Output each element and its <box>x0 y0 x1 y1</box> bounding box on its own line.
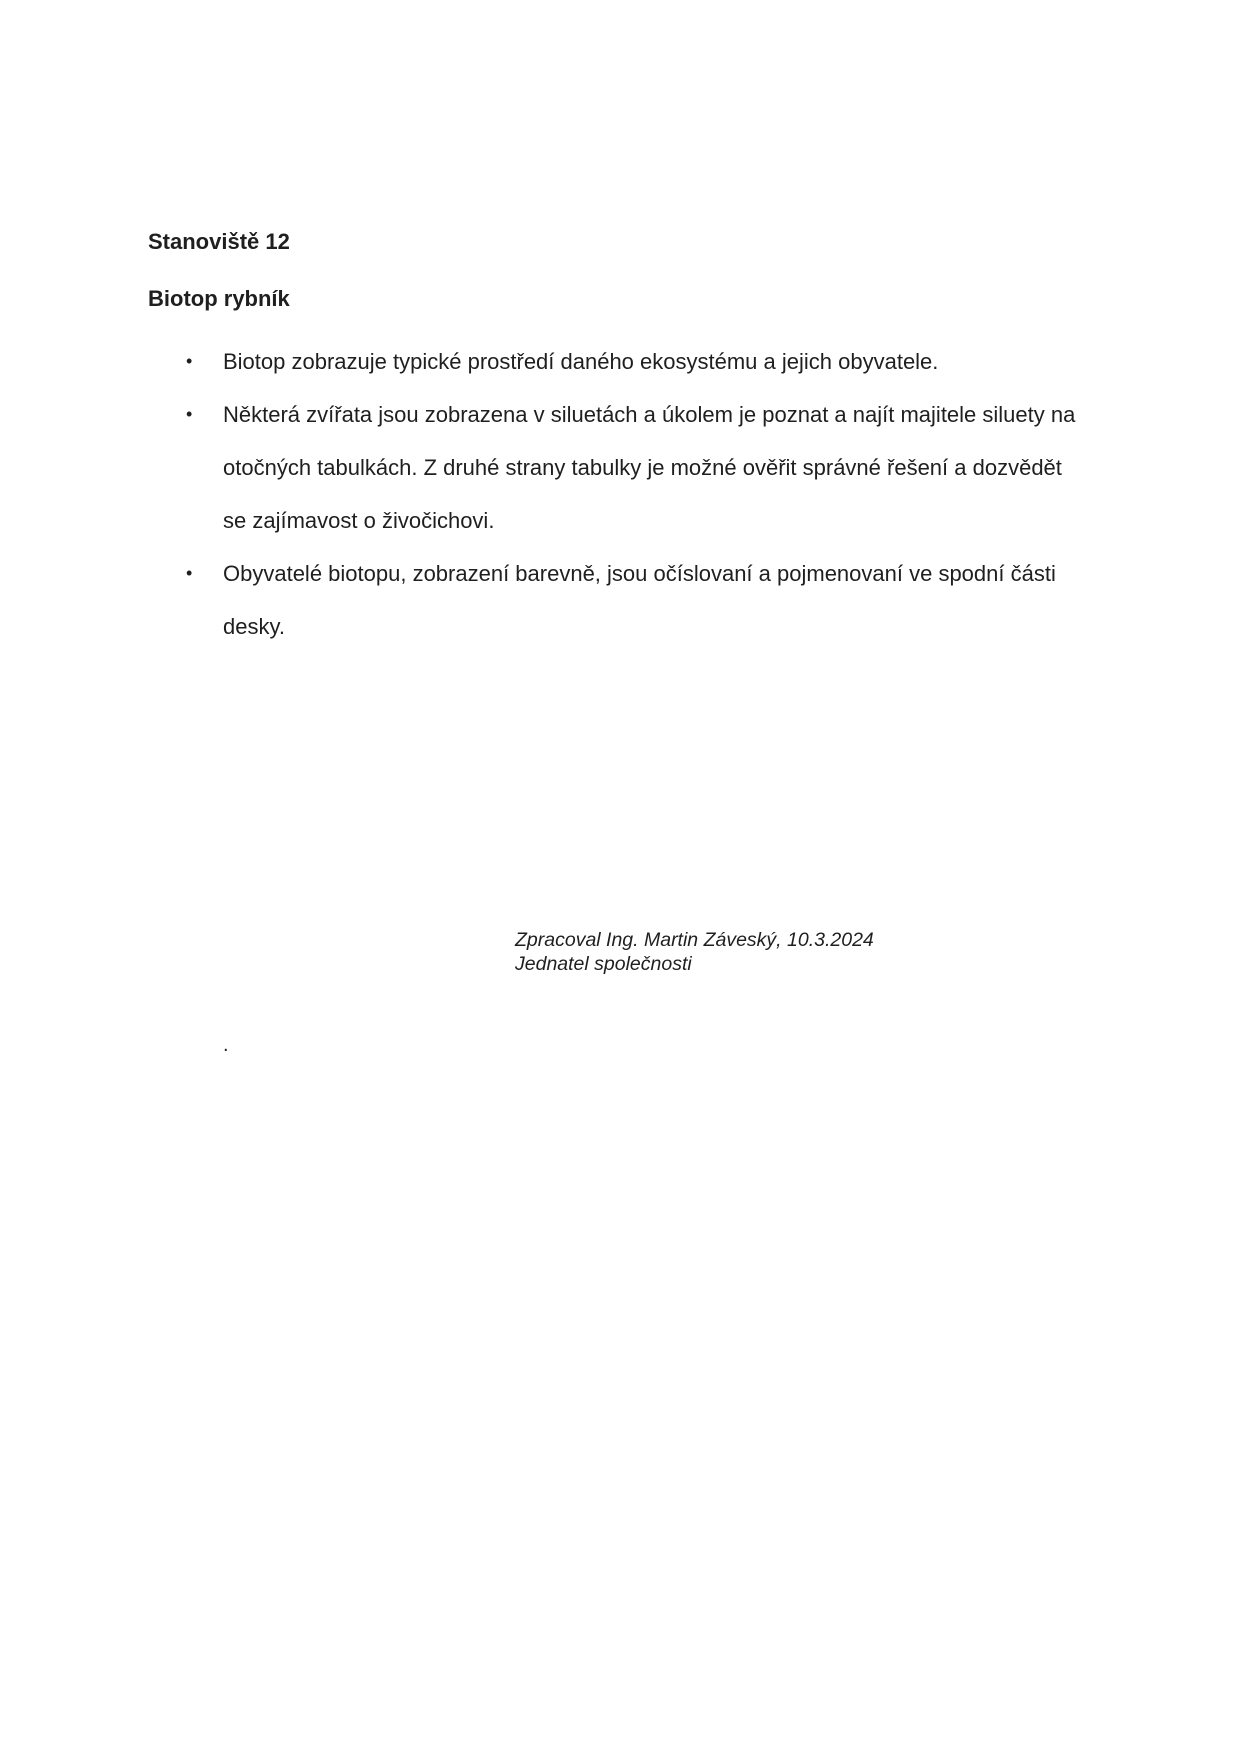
list-item <box>185 547 1085 653</box>
bullet-icon: • <box>186 563 193 583</box>
section-heading: Biotop rybník <box>148 286 290 311</box>
bullet-icon: • <box>186 404 193 424</box>
list-item <box>185 335 1085 388</box>
signature-block <box>515 928 874 976</box>
list-item-text: Některá zvířata jsou zobrazena v siluetách a úkolem je poznat a najít majitele siluety na otočných tabulkách. Z druhé strany tabulky je možné ověřit správné řešení a dozvědět se zajímavost o živočichovi. <box>223 402 1076 533</box>
list-item-text: Obyvatelé biotopu, zobrazení barevně, jsou očíslovaní a pojmenovaní ve spodní části desky. <box>223 561 1056 639</box>
bullet-icon: • <box>186 351 193 371</box>
list-item <box>185 388 1085 547</box>
bullet-list <box>185 335 1085 653</box>
author-role: Jednatel společnosti <box>515 953 692 975</box>
list-item-text: Biotop zobrazuje typické prostředí daného ekosystému a jejich obyvatele. <box>223 349 939 374</box>
trailing-period: . <box>223 1034 229 1056</box>
author-line: Zpracoval Ing. Martin Záveský, 10.3.2024 <box>515 929 874 951</box>
station-heading: Stanoviště 12 <box>148 229 290 254</box>
